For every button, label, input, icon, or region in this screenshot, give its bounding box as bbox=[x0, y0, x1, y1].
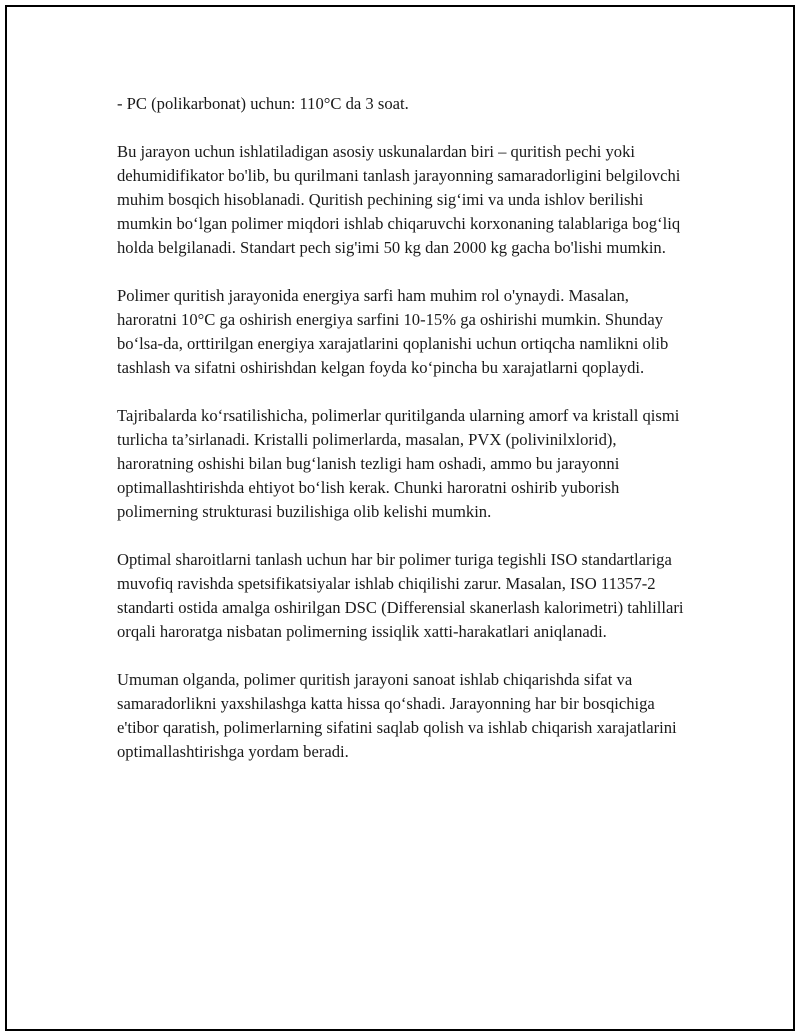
paragraph-drying-equipment: Bu jarayon uchun ishlatiladigan asosiy uskunalardan biri – quritish pechi yoki dehumidifikator bo'lib, bu qurilmani tanlash jarayonning samaradorligini belgilovchi muhim bosqich hisoblanadi. Quritish pechining sig‘imi va unda ishlov berilishi mumkin bo‘lgan polimer miqdori ishlab chiqaruvchi korxonaning talablariga bog‘liq holda belgilanadi. Standart pech sig'imi 50 kg dan 2000 kg gacha bo'lishi mumkin. bbox=[117, 142, 681, 257]
paragraph-pc-drying-time: - PC (polikarbonat) uchun: 110°C da 3 soat. bbox=[117, 94, 409, 113]
paragraph-conclusion: Umuman olganda, polimer quritish jarayoni sanoat ishlab chiqarishda sifat va samaradorlikni yaxshilashga katta hissa qo‘shadi. Jarayonning har bir bosqichiga e'tibor qaratish, polimerlarning sifatini saqlab qolish va ishlab chiqarish xarajatlarini optimallashtirishga yordam beradi. bbox=[117, 670, 677, 761]
paragraph-experiments: Tajribalarda ko‘rsatilishicha, polimerlar quritilganda ularning amorf va kristall qismi turlicha ta’sirlanadi. Kristalli polimerlarda, masalan, PVX (polivinilxlorid), haroratning oshishi bilan bug‘lanish tezligi ham oshadi, ammo bu jarayonni optimallashtirishda ehtiyot bo‘lish kerak. Chunki haroratni oshirib yuborish polimerning strukturasi buzilishiga olib kelishi mumkin. bbox=[117, 406, 680, 521]
paragraph-energy-consumption: Polimer quritish jarayonida energiya sarfi ham muhim rol o'ynaydi. Masalan, haroratni 10°C ga oshirish energiya sarfini 10-15% ga oshirishi mumkin. Shunday bo‘lsa-da, orttirilgan energiya xarajatlarini qoplanishi uchun ortiqcha namlikni olib tashlash va sifatni oshirishdan kelgan foyda ko‘pincha bu xarajatlarni qoplaydi. bbox=[117, 286, 669, 377]
document-body bbox=[117, 92, 692, 764]
paragraph-iso-standards: Optimal sharoitlarni tanlash uchun har bir polimer turiga tegishli ISO standartlariga muvofiq ravishda spetsifikatsiyalar ishlab chiqilishi zarur. Masalan, ISO 11357-2 standarti ostida amalga oshirilgan DSC (Differensial skanerlash kalorimetri) tahlillari orqali haroratga nisbatan polimerning issiqlik xatti-harakatlari aniqlanadi. bbox=[117, 550, 684, 641]
